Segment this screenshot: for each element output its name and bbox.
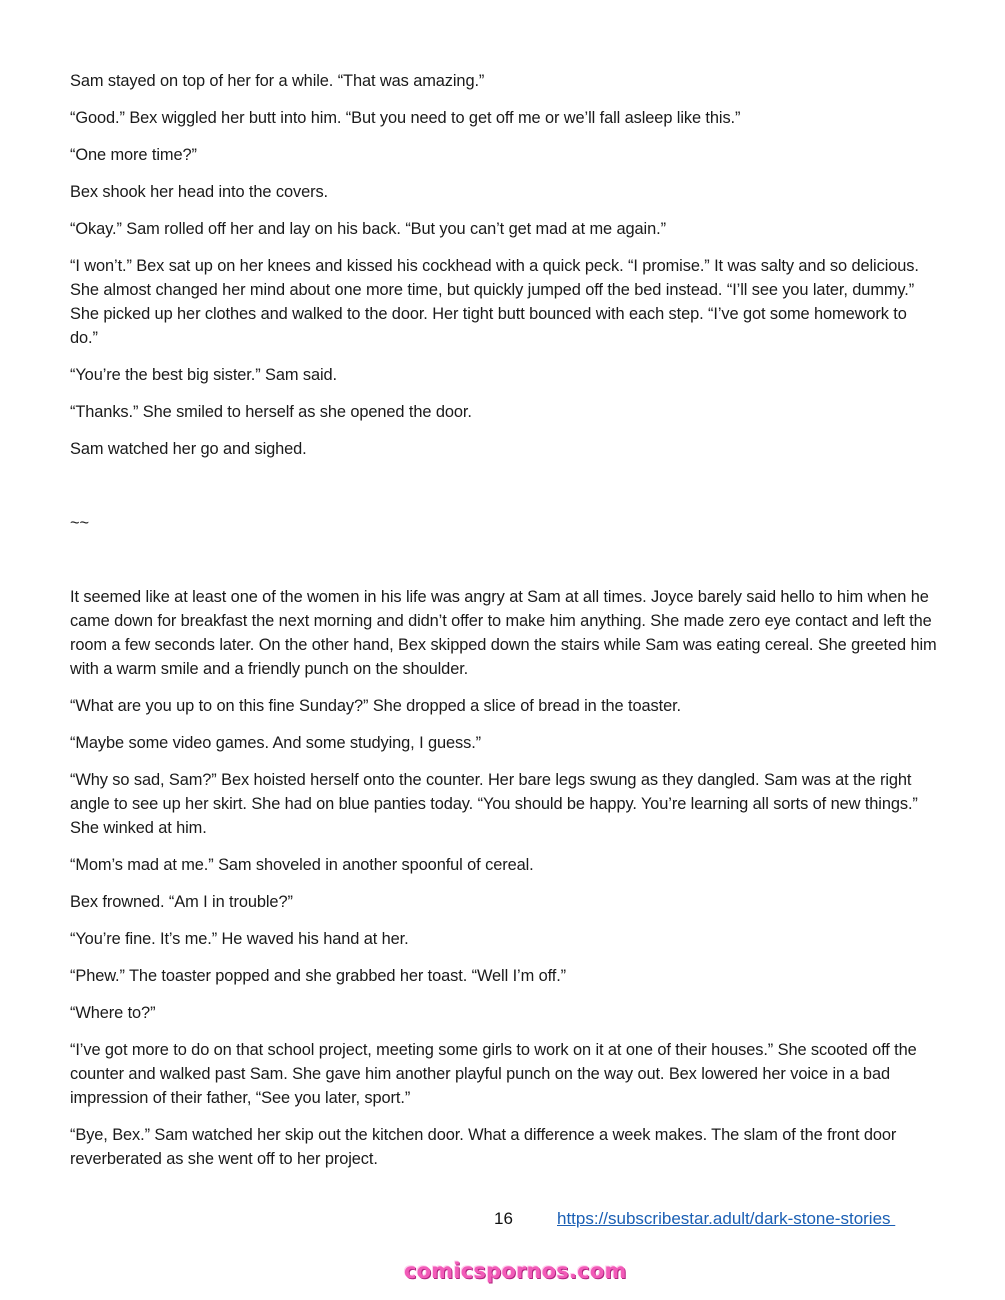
paragraph: “Mom’s mad at me.” Sam shoveled in another spoonful of cereal.	[70, 856, 534, 874]
paragraph: “What are you up to on this fine Sunday?” She dropped a slice of bread in the toaster.	[70, 697, 681, 715]
paragraph: “You’re fine. It’s me.” He waved his hand at her.	[70, 930, 409, 948]
paragraph: “I won’t.” Bex sat up on her knees and kissed his cockhead with a quick peck. “I promise.” It was salty and so delicious. She almost changed her mind about one more time, but quickly jumped off the bed instead. “I’ll see you later, dummy.” She picked up her clothes and walked to the door. Her tight butt bounced with each step. “I’ve got some homework to do.”	[70, 257, 919, 347]
site-watermark-logo: comicspornos.com	[404, 1259, 627, 1283]
paragraph: “Where to?”	[70, 1004, 156, 1022]
scene-break: ~~	[70, 514, 89, 532]
paragraph: “Why so sad, Sam?” Bex hoisted herself onto the counter. Her bare legs swung as they dangled. Sam was at the right angle to see up her skirt. She had on blue panties today. “You should be happy. You’re learning all sorts of new things.” She winked at him.	[70, 771, 918, 837]
paragraph: Bex shook her head into the covers.	[70, 183, 328, 201]
subscribestar-link[interactable]: https://subscribestar.adult/dark-stone-stories	[557, 1209, 896, 1228]
paragraph: “You’re the best big sister.” Sam said.	[70, 366, 337, 384]
paragraph: “Bye, Bex.” Sam watched her skip out the kitchen door. What a difference a week makes. The slam of the front door reverberated as she went off to her project.	[70, 1126, 897, 1168]
paragraph: Sam stayed on top of her for a while. “That was amazing.”	[70, 72, 485, 90]
paragraph: “One more time?”	[70, 146, 197, 164]
paragraph: It seemed like at least one of the women in his life was angry at Sam at all times. Joyce barely said hello to him when he came down for breakfast the next morning and didn’t offer to make him anything. She made zero eye contact and left the room a few seconds later. On the other hand, Bex skipped down the stairs while Sam was eating cereal. She greeted him with a warm smile and a friendly punch on the shoulder.	[70, 588, 937, 678]
paragraph: “Okay.” Sam rolled off her and lay on his back. “But you can’t get mad at me again.”	[70, 220, 666, 238]
paragraph: “Maybe some video games. And some studying, I guess.”	[70, 734, 482, 752]
page-number: 16	[494, 1209, 513, 1228]
paragraph: “Thanks.” She smiled to herself as she opened the door.	[70, 403, 472, 421]
paragraph: Sam watched her go and sighed.	[70, 440, 307, 458]
paragraph: “Phew.” The toaster popped and she grabbed her toast. “Well I’m off.”	[70, 967, 567, 985]
story-text	[70, 69, 938, 1184]
paragraph: Bex frowned. “Am I in trouble?”	[70, 893, 293, 911]
paragraph: “I’ve got more to do on that school project, meeting some girls to work on it at one of their houses.” She scooted off the counter and walked past Sam. She gave him another playful punch on the way out. Bex lowered her voice in a bad impression of their father, “See you later, sport.”	[70, 1041, 917, 1107]
paragraph: “Good.” Bex wiggled her butt into him. “But you need to get off me or we’ll fall asleep like this.”	[70, 109, 741, 127]
